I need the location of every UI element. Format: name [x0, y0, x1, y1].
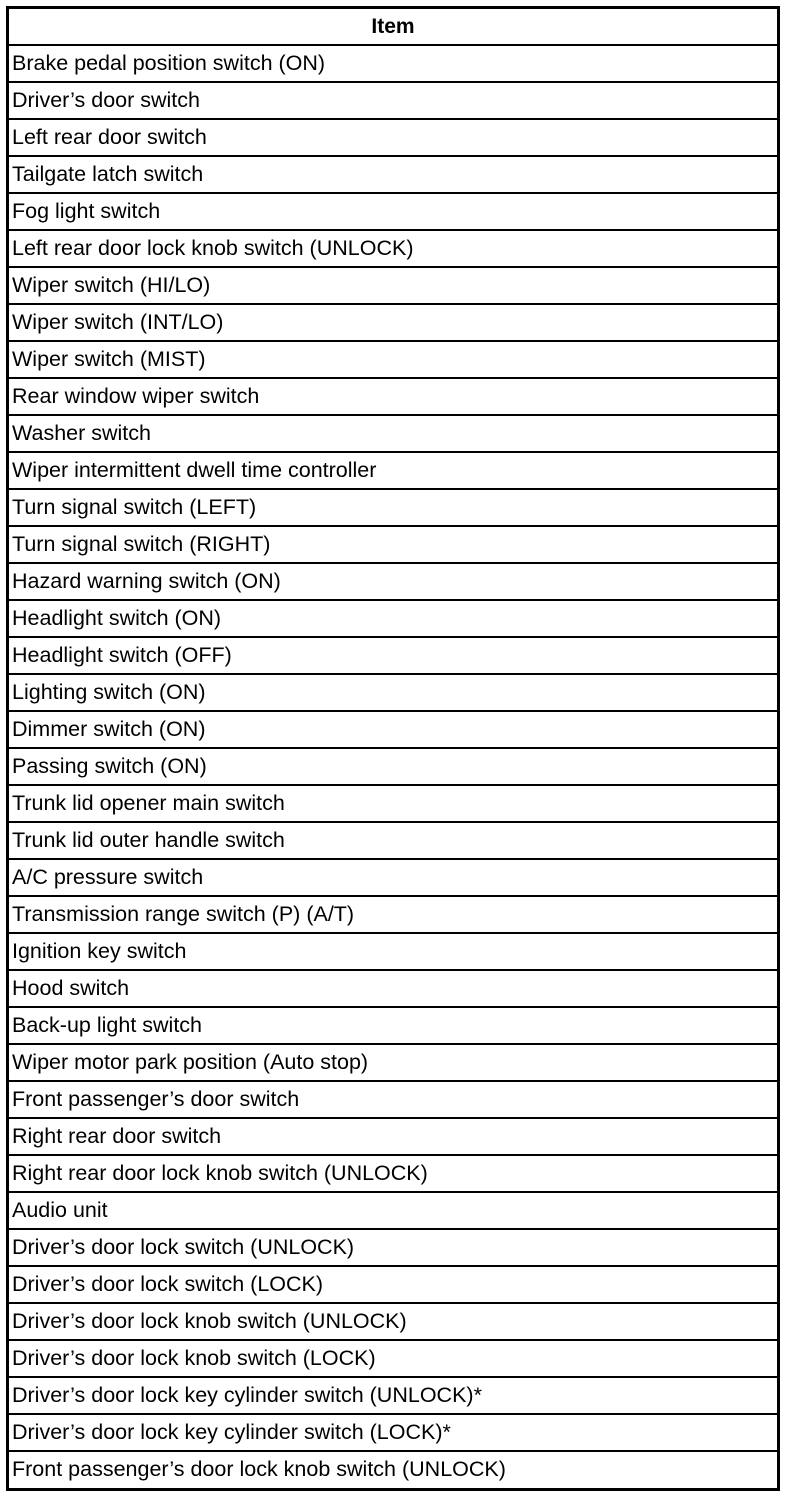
table-cell: Driver’s door switch	[9, 82, 777, 119]
table-row	[9, 1414, 777, 1451]
table-cell: Headlight switch (OFF)	[9, 637, 777, 674]
table-row	[9, 674, 777, 711]
table-row	[9, 637, 777, 674]
table-row	[9, 119, 777, 156]
table-cell: Turn signal switch (RIGHT)	[9, 526, 777, 563]
table-row	[9, 933, 777, 970]
table-cell: Transmission range switch (P) (A/T)	[9, 896, 777, 933]
table-header-row	[9, 9, 777, 45]
table-cell: Fog light switch	[9, 193, 777, 230]
table-cell: Driver’s door lock key cylinder switch (LOCK)*	[9, 1414, 777, 1451]
table-cell: Driver’s door lock key cylinder switch (UNLOCK)*	[9, 1377, 777, 1414]
table-row	[9, 896, 777, 933]
table-cell: Right rear door lock knob switch (UNLOCK)	[9, 1155, 777, 1192]
item-table-container	[6, 6, 780, 1491]
table-cell: Washer switch	[9, 415, 777, 452]
table-cell: Driver’s door lock switch (UNLOCK)	[9, 1229, 777, 1266]
table-cell: Driver’s door lock knob switch (UNLOCK)	[9, 1303, 777, 1340]
table-row	[9, 1118, 777, 1155]
column-header-item: Item	[371, 15, 415, 38]
table-cell: Front passenger’s door lock knob switch (UNLOCK)	[9, 1451, 777, 1488]
table-row	[9, 1044, 777, 1081]
table-cell: Left rear door switch	[9, 119, 777, 156]
table-cell: Driver’s door lock knob switch (LOCK)	[9, 1340, 777, 1377]
table-row	[9, 526, 777, 563]
table-cell: Passing switch (ON)	[9, 748, 777, 785]
table-row	[9, 748, 777, 785]
table-cell: Wiper switch (INT/LO)	[9, 304, 777, 341]
table-cell: Wiper motor park position (Auto stop)	[9, 1044, 777, 1081]
table-cell: Dimmer switch (ON)	[9, 711, 777, 748]
table-cell: Hood switch	[9, 970, 777, 1007]
table-row	[9, 711, 777, 748]
table-row	[9, 1303, 777, 1340]
table-row	[9, 970, 777, 1007]
table-row	[9, 230, 777, 267]
table-body	[9, 45, 777, 1488]
table-cell: Driver’s door lock switch (LOCK)	[9, 1266, 777, 1303]
table-cell: Back-up light switch	[9, 1007, 777, 1044]
table-cell: Brake pedal position switch (ON)	[9, 45, 777, 82]
table-cell: Rear window wiper switch	[9, 378, 777, 415]
table-cell: Front passenger’s door switch	[9, 1081, 777, 1118]
table-row	[9, 1266, 777, 1303]
table-cell: Turn signal switch (LEFT)	[9, 489, 777, 526]
table-cell: Hazard warning switch (ON)	[9, 563, 777, 600]
table-row	[9, 1155, 777, 1192]
table-cell: Wiper switch (HI/LO)	[9, 267, 777, 304]
table-row	[9, 267, 777, 304]
table-row	[9, 1377, 777, 1414]
table-row	[9, 822, 777, 859]
table-cell: Wiper intermittent dwell time controller	[9, 452, 777, 489]
table-row	[9, 1451, 777, 1488]
table-row	[9, 1340, 777, 1377]
table-row	[9, 304, 777, 341]
table-cell: Trunk lid outer handle switch	[9, 822, 777, 859]
table-row	[9, 1007, 777, 1044]
table-row	[9, 489, 777, 526]
table-cell: Lighting switch (ON)	[9, 674, 777, 711]
table-row	[9, 341, 777, 378]
table-cell: Wiper switch (MIST)	[9, 341, 777, 378]
table-row	[9, 600, 777, 637]
table-row	[9, 193, 777, 230]
table-row	[9, 563, 777, 600]
table-row	[9, 1229, 777, 1266]
table-row	[9, 45, 777, 82]
table-cell: Trunk lid opener main switch	[9, 785, 777, 822]
table-row	[9, 1192, 777, 1229]
table-cell: Headlight switch (ON)	[9, 600, 777, 637]
table-row	[9, 378, 777, 415]
table-row	[9, 859, 777, 896]
table-cell: A/C pressure switch	[9, 859, 777, 896]
table-row	[9, 156, 777, 193]
table-row	[9, 1081, 777, 1118]
table-cell: Right rear door switch	[9, 1118, 777, 1155]
table-row	[9, 452, 777, 489]
table-row	[9, 82, 777, 119]
table-cell: Ignition key switch	[9, 933, 777, 970]
table-cell: Tailgate latch switch	[9, 156, 777, 193]
table-row	[9, 785, 777, 822]
item-table	[9, 9, 777, 1488]
table-cell: Left rear door lock knob switch (UNLOCK)	[9, 230, 777, 267]
table-cell: Audio unit	[9, 1192, 777, 1229]
table-row	[9, 415, 777, 452]
